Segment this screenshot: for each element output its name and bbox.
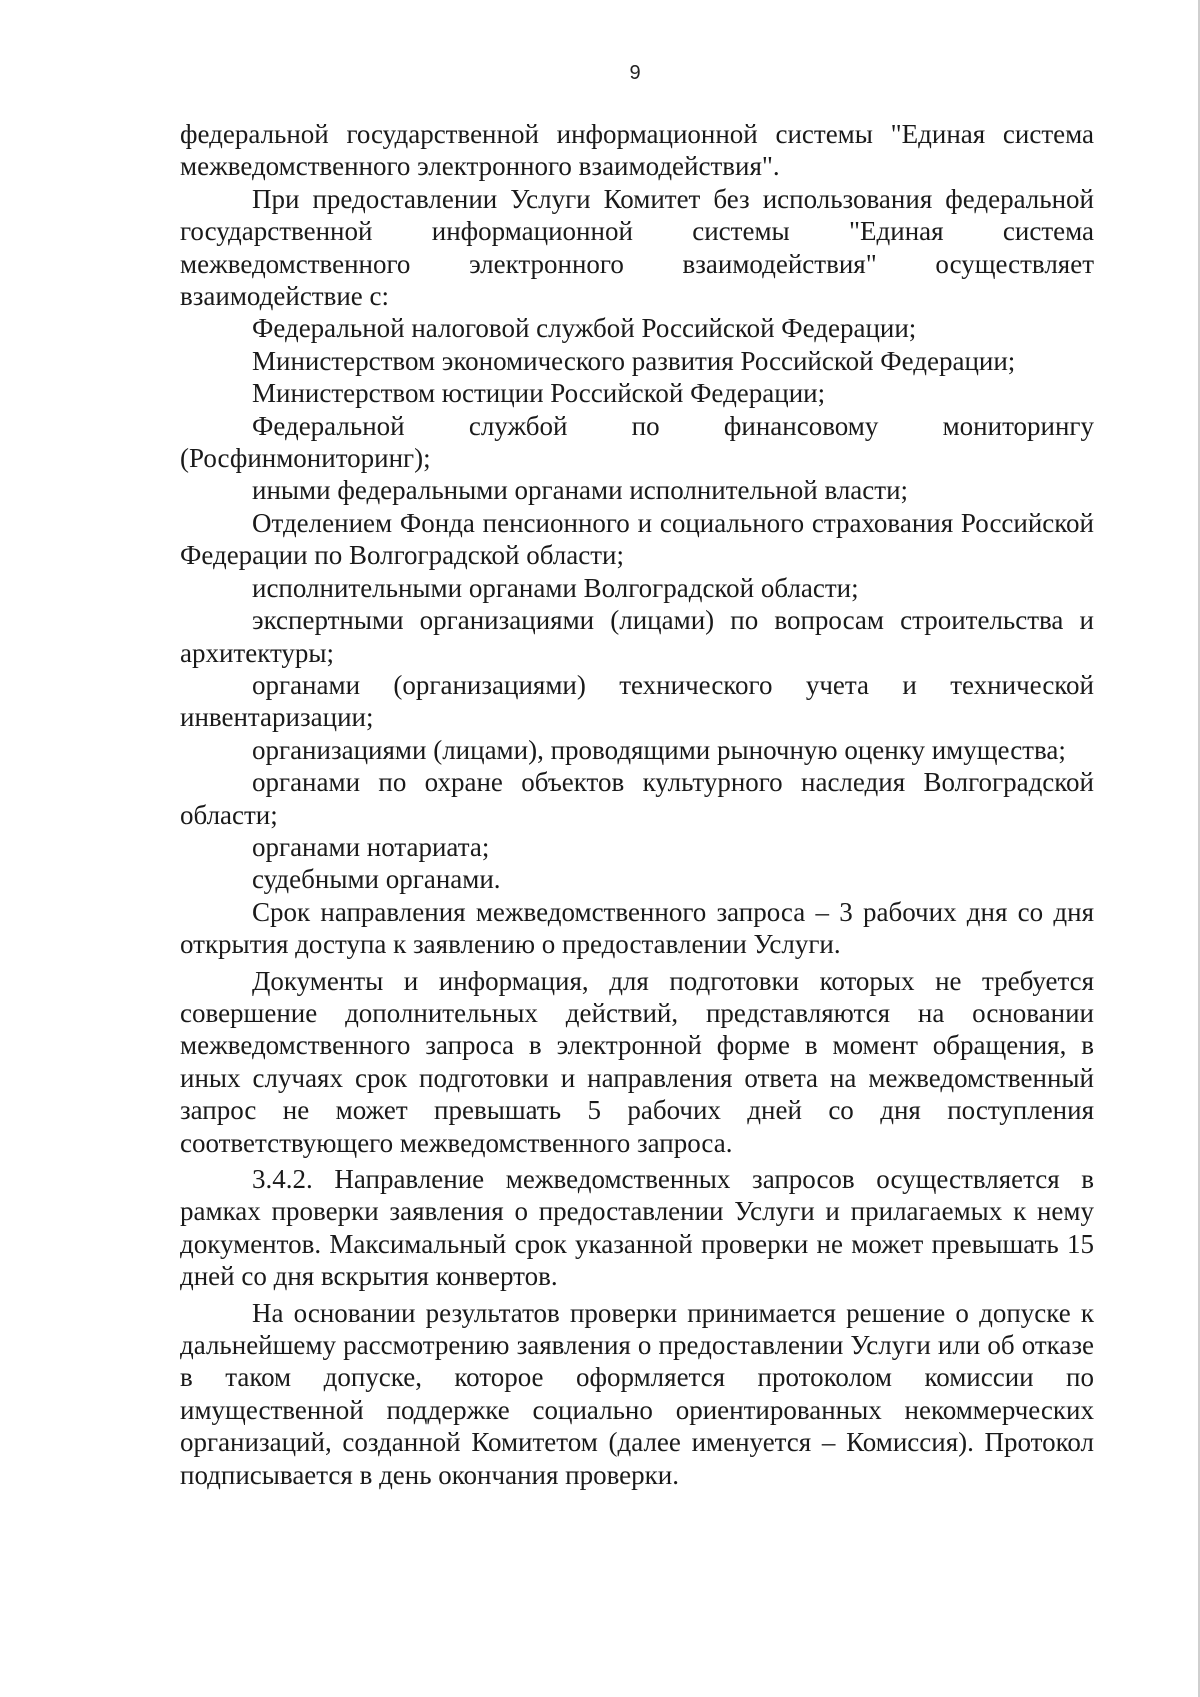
list-item-courts: судебными органами.	[252, 864, 501, 895]
paragraph-section-3-4-2: 3.4.2. Направление межведомственных запросов осуществляется в рамках проверки заявления о предоставлении Услуги и прилагаемых к нему документов. Максимальный срок указанной проверки не может превышать 15 дней со дня вскрытия конвертов.	[180, 1164, 1094, 1292]
list-item-regional-bodies: исполнительными органами Волгоградской области;	[252, 572, 859, 603]
list-item-expert-organizations: экспертными организациями (лицами) по вопросам строительства и архитектуры;	[180, 605, 1094, 668]
paragraph-documents-information: Документы и информация, для подготовки которых не требуется совершение дополнительных действий, представляются на основании межведомственного запроса в электронной форме в момент обращения, в иных случаях срок подготовки и направления ответа на межведомственный запрос не может превышать 5 рабочих дней со дня поступления соответствующего межведомственного запроса.	[180, 965, 1094, 1158]
list-item-notary: органами нотариата;	[252, 831, 490, 862]
list-item-cultural-heritage: органами по охране объектов культурного наследия Волгоградской области;	[180, 767, 1094, 830]
list-item-technical-inventory: органами (организациями) технического учета и технической инвентаризации;	[180, 669, 1094, 733]
list-item-valuation: организациями (лицами), проводящими рыночную оценку имущества;	[252, 734, 1066, 765]
list-item-social-fund: Отделением Фонда пенсионного и социального страхования Российской Федерации по Волгоградской области;	[180, 507, 1094, 571]
page-number: 9	[629, 62, 641, 84]
list-item-federal-bodies: иными федеральными органами исполнительной власти;	[252, 475, 909, 506]
paragraph-request-deadline: Срок направления межведомственного запроса – 3 рабочих дня со дня открытия доступа к заявлению о предоставлении Услуги.	[180, 896, 1094, 960]
document-body	[180, 118, 1094, 1491]
paragraph-interaction-intro: При предоставлении Услуги Комитет без использования федеральной государственной информационной системы "Единая система межведомственного электронного взаимодействия" осуществляет взаимодействие с:	[180, 183, 1094, 312]
paragraph-egsmev-continuation: федеральной государственной информационной системы "Единая система межведомственного электронного взаимодействия".	[180, 119, 1094, 182]
list-item-fns: Федеральной налоговой службой Российской Федерации;	[252, 313, 917, 344]
paragraph-admission-decision: На основании результатов проверки принимается решение о допуске к дальнейшему рассмотрению заявления о предоставлении Услуги или об отказе в таком допуске, которое оформляется протоколом комиссии по имущественной поддержке социально ориентированных некоммерческих организаций, созданной Комитетом (далее именуется – Комиссия). Протокол подписывается в день окончания проверки.	[180, 1297, 1094, 1490]
list-item-mineconomy: Министерством экономического развития Российской Федерации;	[252, 345, 1016, 376]
list-item-minjust: Министерством юстиции Российской Федерации;	[252, 378, 826, 409]
list-item-rosfinmonitoring: Федеральной службой по финансовому мониторингу (Росфинмониторинг);	[180, 410, 1094, 474]
